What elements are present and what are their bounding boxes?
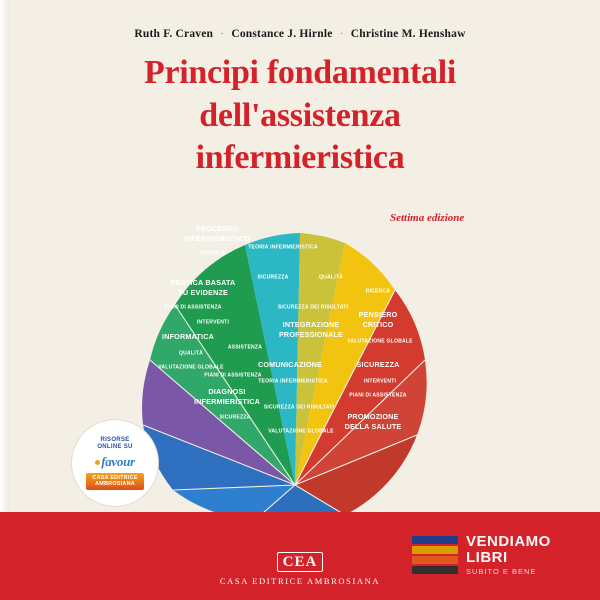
watermark-line-3: SUBITO E BENE	[466, 567, 537, 577]
fan-sub-piani-3: PIANI DI ASSISTENZA	[349, 392, 407, 399]
fan-label-pensiero-2: CRITICO	[362, 319, 394, 329]
watermark-text	[466, 534, 551, 576]
fan-label-integrazione-2: PROFESSIONALE	[278, 329, 344, 339]
online-badge-line2: ONLINE SU	[97, 444, 133, 450]
author-3: Christine M. Henshaw	[350, 28, 466, 40]
publisher-name: CASA EDITRICE AMBROSIANA	[219, 576, 381, 586]
author-1: Ruth F. Craven	[134, 28, 214, 40]
fan-sub-qualita-1: QUALITÀ	[178, 350, 204, 357]
book-title	[60, 52, 540, 180]
fan-sub-piani-1: PIANI DI ASSISTENZA	[164, 304, 222, 311]
fan-label-informatica: INFORMATICA	[162, 331, 214, 341]
fan-center-qualita: QUALITÀ	[318, 274, 344, 281]
fan-label-diagnosi-2: INFERMIERISTICA	[193, 396, 261, 406]
fan-label-pratica-1: PRATICA BASATA	[170, 277, 236, 287]
fan-sub-assistenza-1: ASSISTENZA	[227, 344, 263, 351]
fan-label-integrazione-1: INTEGRAZIONE	[282, 319, 340, 329]
stack-bar-2	[412, 546, 458, 554]
brand-dot-icon	[95, 460, 100, 465]
author-separator-1: ·	[220, 28, 225, 40]
fan-label-processo-2: INFERMIERISTICO	[183, 233, 251, 243]
fan-sub-ricerca-1: RICERCA	[200, 250, 226, 257]
fan-center-teoria-1: TEORIA INFERMIERISTICA	[248, 244, 318, 251]
fan-label-sicurezza: SICUREZZA	[356, 359, 400, 369]
fan-sub-valutazione-3: VALUTAZIONE GLOBALE	[347, 338, 413, 345]
fan-sub-valutazione-1: VALUTAZIONE GLOBALE	[158, 364, 224, 371]
publisher-mark: CEA	[277, 552, 324, 573]
fan-sub-risultati-1: SICUREZZA DEI RISULTATI	[263, 404, 335, 411]
author-2: Constance J. Hirnle	[231, 28, 333, 40]
fan-label-pratica-2: SU EVIDENZE	[177, 287, 229, 297]
fan-sub-valutazione-2: VALUTAZIONE GLOBALE	[268, 428, 334, 435]
watermark	[412, 520, 582, 590]
fan-sub-piani-2: PIANI DI ASSISTENZA	[204, 372, 262, 379]
fan-sub-ricerca-2: RICERCA	[365, 288, 391, 295]
publisher-logo-text: CASA EDITRICE AMBROSIANA	[92, 475, 138, 487]
fan-label-processo-1: PROCESSO	[195, 223, 239, 233]
page-edge	[0, 0, 10, 600]
title-line-1: Principi fondamentali	[144, 54, 456, 91]
author-separator-2: ·	[339, 28, 344, 40]
edition-label: Settima edizione	[390, 212, 465, 224]
brand-text: favour	[101, 453, 135, 469]
stack-bar-3	[412, 556, 458, 564]
author-line	[0, 28, 600, 40]
fan-label-promozione-1: PROMOZIONE	[347, 411, 399, 421]
fan-label-diagnosi-1: DIAGNOSI	[208, 386, 246, 396]
fan-sub-sicurezza-1: SICUREZZA	[219, 414, 251, 421]
stack-bar-4	[412, 566, 458, 574]
online-badge-brand	[95, 454, 135, 470]
title-line-3: infermieristica	[195, 139, 405, 176]
watermark-line-1: VENDIAMO	[466, 532, 551, 550]
fan-label-promozione-2: DELLA SALUTE	[344, 421, 402, 431]
publisher-logo-small	[86, 473, 144, 490]
watermark-line-2: LIBRI	[466, 548, 508, 566]
stack-bar-1	[412, 536, 458, 544]
online-resources-badge	[72, 420, 158, 506]
fan-sub-teoria-2: TEORIA INFERMIERISTICA	[258, 378, 328, 385]
books-stack-icon	[412, 532, 458, 578]
title-line-2: dell'assistenza	[199, 96, 401, 134]
online-badge-line1: RISORSE	[100, 436, 130, 443]
fan-center-sicurezza: SICUREZZA	[257, 274, 289, 281]
fan-sub-interventi-1: INTERVENTI	[196, 319, 230, 326]
fan-sub-risultati-2: SICUREZZA DEI RISULTATI	[277, 304, 349, 311]
fan-sub-interventi-2: INTERVENTI	[363, 378, 397, 385]
fan-label-pensiero-1: PENSIERO	[358, 309, 398, 319]
fan-label-comunicazione: COMUNICAZIONE	[257, 359, 323, 369]
